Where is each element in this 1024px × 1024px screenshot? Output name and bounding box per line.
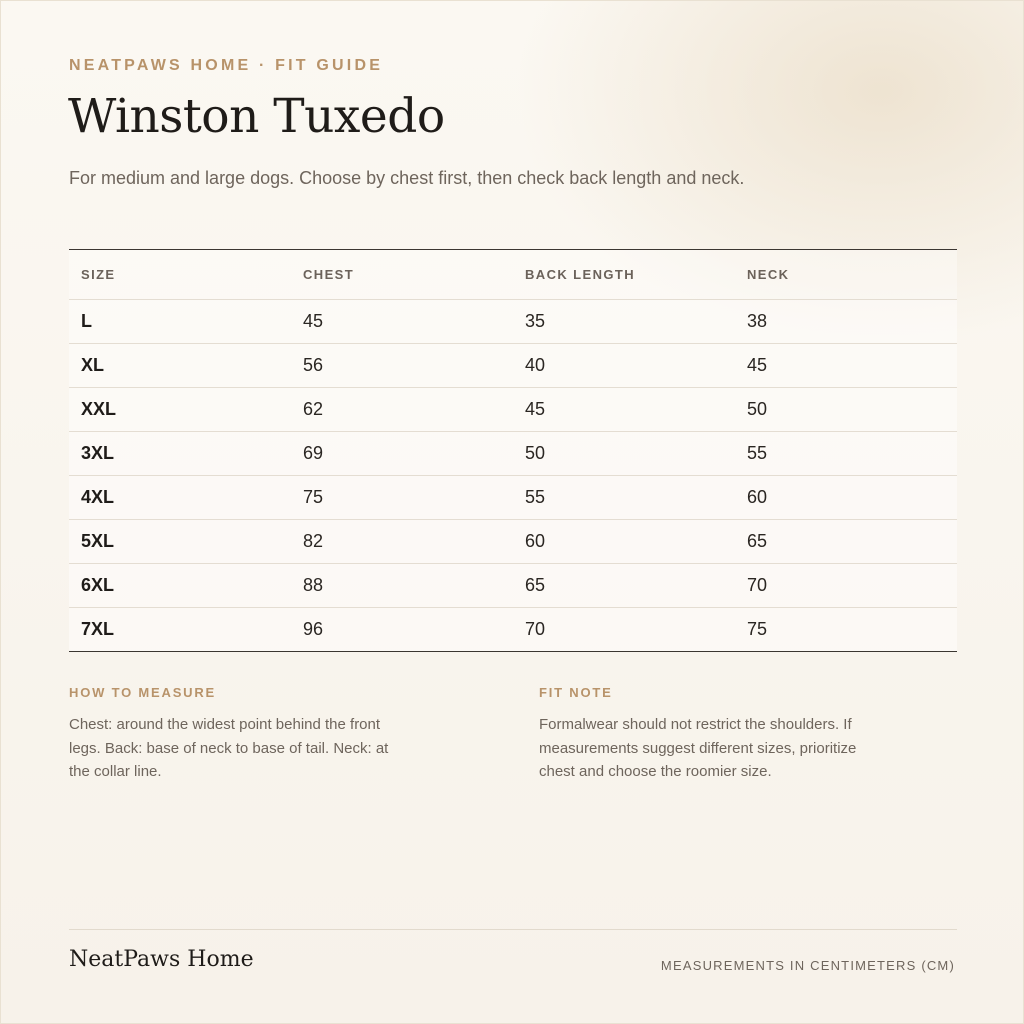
size-cell: XL xyxy=(69,344,291,388)
header-neck: NECK xyxy=(735,250,957,300)
fit-note-text: Formalwear should not restrict the shoulders. If measurements suggest different sizes, prioritize chest and choose the roomier size. xyxy=(539,716,857,780)
size-chart-table xyxy=(69,249,957,652)
table-header-row xyxy=(69,250,957,300)
size-cell: 5XL xyxy=(69,520,291,564)
chest-cell: 82 xyxy=(291,520,513,564)
table-row xyxy=(69,520,957,564)
table-row xyxy=(69,608,957,652)
chest-cell: 75 xyxy=(291,476,513,520)
units-note: MEASUREMENTS IN CENTIMETERS (CM) xyxy=(660,958,955,973)
size-cell: XXL xyxy=(69,388,291,432)
chest-cell: 88 xyxy=(291,564,513,608)
fit-note-heading: FIT NOTE xyxy=(539,685,613,700)
neck-cell: 45 xyxy=(735,344,957,388)
chest-cell: 96 xyxy=(291,608,513,652)
header-chest: CHEST xyxy=(291,250,513,300)
table-row xyxy=(69,300,957,344)
footer-divider xyxy=(69,929,957,930)
back-length-cell: 40 xyxy=(513,344,735,388)
size-cell: 3XL xyxy=(69,432,291,476)
neck-cell: 55 xyxy=(735,432,957,476)
back-length-cell: 35 xyxy=(513,300,735,344)
how-to-measure-heading: HOW TO MEASURE xyxy=(69,685,217,700)
header-back-length: BACK LENGTH xyxy=(513,250,735,300)
back-length-cell: 60 xyxy=(513,520,735,564)
size-cell: L xyxy=(69,300,291,344)
neck-cell: 75 xyxy=(735,608,957,652)
neck-cell: 38 xyxy=(735,300,957,344)
table-row xyxy=(69,344,957,388)
table-row xyxy=(69,432,957,476)
fit-note-section xyxy=(539,685,879,784)
back-length-cell: 65 xyxy=(513,564,735,608)
eyebrow-label: NEATPAWS HOME · FIT GUIDE xyxy=(69,57,384,74)
table-row xyxy=(69,476,957,520)
size-cell: 6XL xyxy=(69,564,291,608)
page-subtitle: For medium and large dogs. Choose by chest first, then check back length and neck. xyxy=(69,168,745,188)
neck-cell: 65 xyxy=(735,520,957,564)
back-length-cell: 50 xyxy=(513,432,735,476)
chest-cell: 69 xyxy=(291,432,513,476)
back-length-cell: 45 xyxy=(513,388,735,432)
footer-brand: NeatPaws Home xyxy=(69,947,254,972)
back-length-cell: 55 xyxy=(513,476,735,520)
neck-cell: 70 xyxy=(735,564,957,608)
table-row xyxy=(69,564,957,608)
table-row xyxy=(69,388,957,432)
how-to-measure-text: Chest: around the widest point behind the front legs. Back: base of neck to base of tail. Neck: at the collar line. xyxy=(69,716,389,780)
neck-cell: 50 xyxy=(735,388,957,432)
back-length-cell: 70 xyxy=(513,608,735,652)
page-title: Winston Tuxedo xyxy=(68,89,445,144)
neck-cell: 60 xyxy=(735,476,957,520)
size-cell: 4XL xyxy=(69,476,291,520)
chest-cell: 62 xyxy=(291,388,513,432)
chest-cell: 56 xyxy=(291,344,513,388)
size-cell: 7XL xyxy=(69,608,291,652)
chest-cell: 45 xyxy=(291,300,513,344)
header-size: SIZE xyxy=(69,250,291,300)
how-to-measure-section xyxy=(69,685,409,784)
